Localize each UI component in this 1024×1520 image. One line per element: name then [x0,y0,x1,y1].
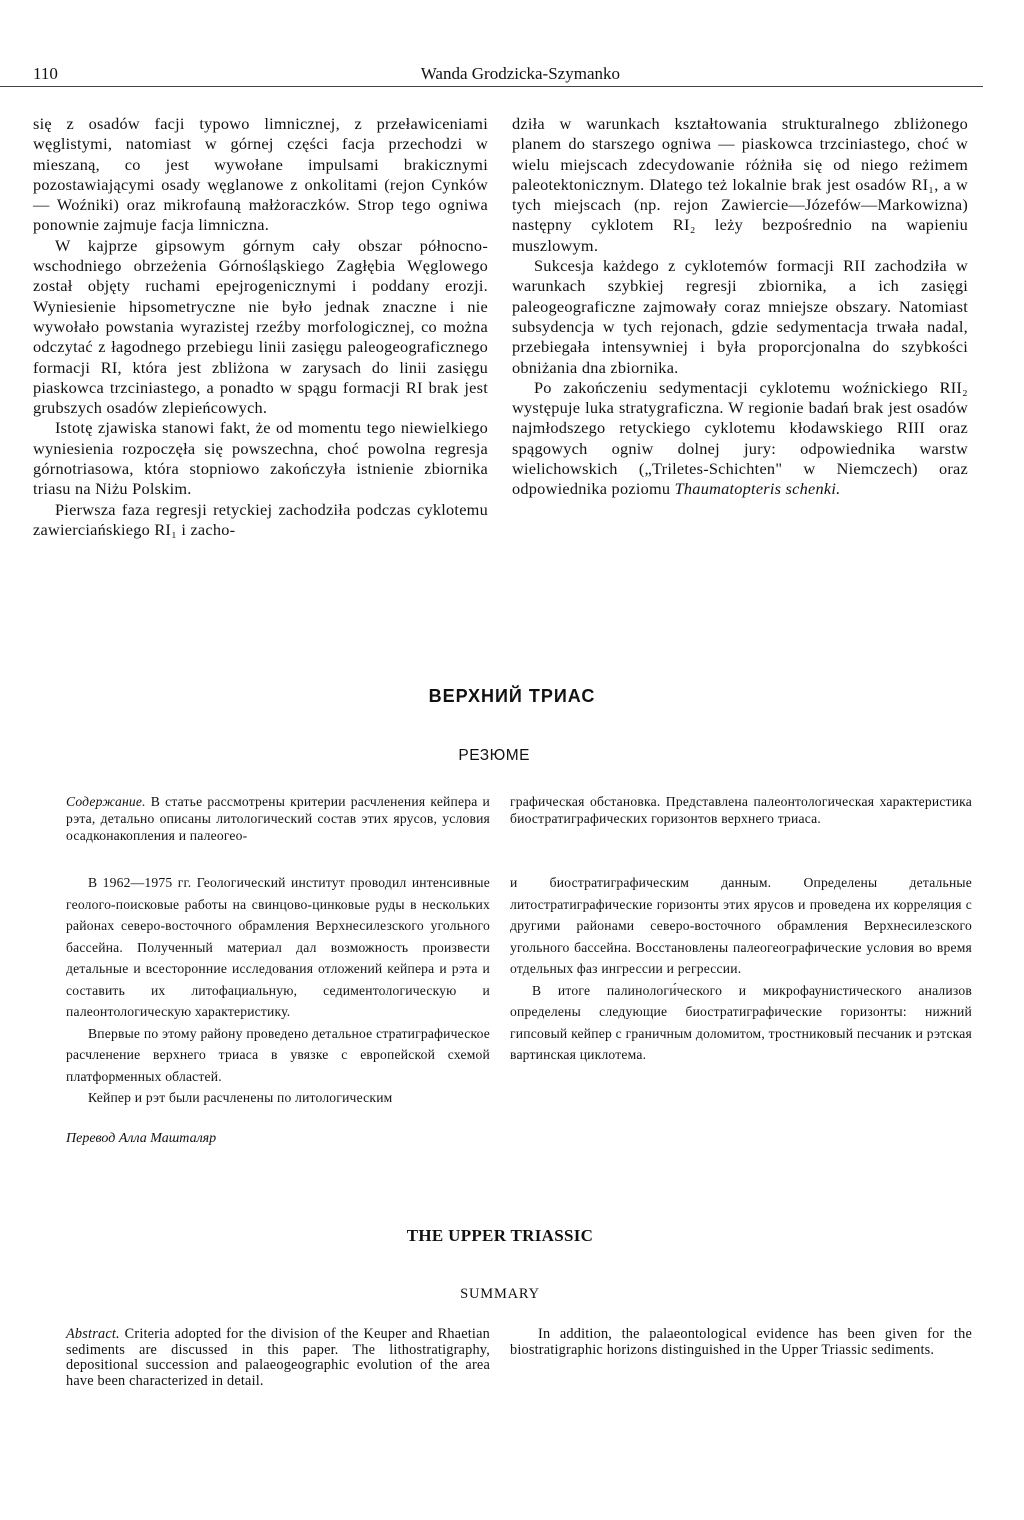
abstract-text: In addition, the palaeontological evidence has been given for the biostratigraphic horizons distinguished in the Upper Triassic sediments. [510,1326,972,1358]
paragraph: Pierwsza faza regresji retyckiej zachodziła podczas cyklotemu zawierciańskiego RI₁ i zacho- [33,499,488,539]
paragraph [512,378,968,500]
abstract-text: В статье рассмотрены критерии расчленения кейпера и рэта, детально описаны литологический состав этих ярусов, условия осадконакопления и палеогео- [66,794,490,843]
paragraph: В 1962—1975 гг. Геологический институт проводил интенсивные геолого-поисковые работы на свинцово-цинковые руды в нескольких районах северо-восточного обрамления Верхнесилезского угольного бассейна. Полученный материал дал возможность произвести детальные и всесторонние исследования отложений кейпера и рэта и составить их литофациальную, седиментологическую и палеонтологическую характеристику. [66,875,490,1019]
paragraph: Впервые по этому району проведено детальное стратиграфическое расчленение верхнего триаса в увязке с европейской схемой платформенных областей. [66,1025,490,1084]
running-author: Wanda Grodzicka-Szymanko [420,64,620,83]
paragraph-text: Po zakończeniu sedymentacji cyklotemu woźnickiego RII₂ występuje luka stratygraficzna. W regionie badań brak jest osadów najmłodszego retyckiego cyklotemu kłodawskiego RIII oraz spągowych ogniw dolnej jury: odpowiednika warstw wielichowskich („Triletes-Schichten" w Niemczech) oraz odpowiednika poziomu [512,377,968,499]
russian-abstract-left [66,793,490,844]
paragraph: dziła w warunkach kształtowania strukturalnego zbliżonego planem do starszego ogniwa — piaskowca trzciniastego, choć w wielu miejscach zdecydowanie różniła się od niego reżimem paleotektonicznym. Dlatego też lokalnie brak jest osadów RI₁, a w tych miejscach (np. rejon Zawiercie—Józefów—Markowizna) następny cyklotem RI₂ leży bezpośrednio na wapieniu muszlowym. [512,114,968,255]
polish-column-left [33,114,488,540]
species-name: Thaumatopteris schenki. [674,479,841,499]
header-rule [0,86,983,87]
english-subtitle: SUMMARY [460,1286,540,1302]
abstract-label: Abstract. [66,1326,120,1342]
english-title: THE UPPER TRIASSIC [406,1226,594,1245]
russian-body-left [66,872,490,1109]
abstract-text: графическая обстановка. Представлена палеонтологическая характеристика биостратиграфических горизонтов верхнего триаса. [510,794,972,826]
paragraph: się z osadów facji typowo limnicznej, z przeławiceniami węglistymi, natomiast w górnej części facja przechodzi w mieszaną, co jest wywołane impulsami brakicznymi pozostawiającymi osady węglanowe z onkolitami (rejon Cynków — Woźniki) oraz mikrofauną małżoraczków. Strop tego ogniwa ponownie zajmuje facja limniczna. [33,114,488,235]
paragraph: Sukcesja każdego z cyklotemów formacji RII zachodziła w warunkach szybkiej regresji zbiornika, a ich zasięgi paleogeograficzne zajmowały coraz mniejsze obszary. Natomiast subsydencja w tych rejonach, gdzie sedymentacja trwała nadal, przebiegała intensywniej i była proporcjonalna do szybkości obniżania dna zbiornika. [512,256,968,377]
abstract-label: Содержание. [66,794,146,809]
russian-body-right [510,872,972,1066]
russian-title: ВЕРХНИЙ ТРИАС [428,686,596,706]
translator-credit: Перевод Алла Машталяр [66,1131,217,1146]
paragraph: В итоге палинологи́ческого и микрофаунистического анализов определены следующие биостратиграфические горизонты: нижний гипсовый кейпер с граничным доломитом, тростниковый песчаник и рэтская вартинская циклотема. [510,982,972,1062]
paragraph: Istotę zjawiska stanowi fakt, że od momentu tego niewielkiego wyniesienia rozpoczęła się powszechna, choć powolna regresja górnotriasowa, która stopniowo zakończyła istnienie zbiornika triasu na Niżu Polskim. [33,418,488,499]
abstract-text: Criteria adopted for the division of the Keuper and Rhaetian sediments are discussed in this paper. The lithostratigraphy, depositional succession and palaeogeographic evolution of the area have been characterized in detail. [66,1326,490,1389]
polish-column-right [512,114,968,500]
paragraph: W kajprze gipsowym górnym cały obszar północno-wschodniego obrzeżenia Górnośląskiego Zagłębia Węglowego został objęty ruchami epejrogenicznymi i poddany erozji. Wyniesienie hipsometryczne nie było jednak znaczne i nie wywołało powstania wyrazistej rzeźby morfologicznej, co można odczytać z łagodnego przebiegu linii zasięgu paleogeograficznego formacji RI, która jest zbliżona w zarysach do linii zasięgu piaskowca trzciniastego, a ponadto w spągu formacji RI brak jest grubszych osadów zlepieńcowych. [33,235,488,418]
russian-subtitle: РЕЗЮМЕ [458,747,530,764]
english-abstract-left [66,1327,490,1389]
paragraph: Кейпер и рэт были расчленены по литологическим [88,1090,393,1105]
paragraph: и биостратиграфическим данным. Определены детальные литостратиграфические горизонты этих ярусов и проведена их корреляция с другими районами северо-восточного обрамления Верхнесилезского угольного бассейна. Восстановлены палеогеографические условия во время отдельных фаз ингрессии и регрессии. [510,875,972,976]
russian-abstract-right [510,793,972,827]
english-abstract-right [510,1327,972,1358]
running-header [33,64,620,86]
page-number: 110 [33,64,58,83]
